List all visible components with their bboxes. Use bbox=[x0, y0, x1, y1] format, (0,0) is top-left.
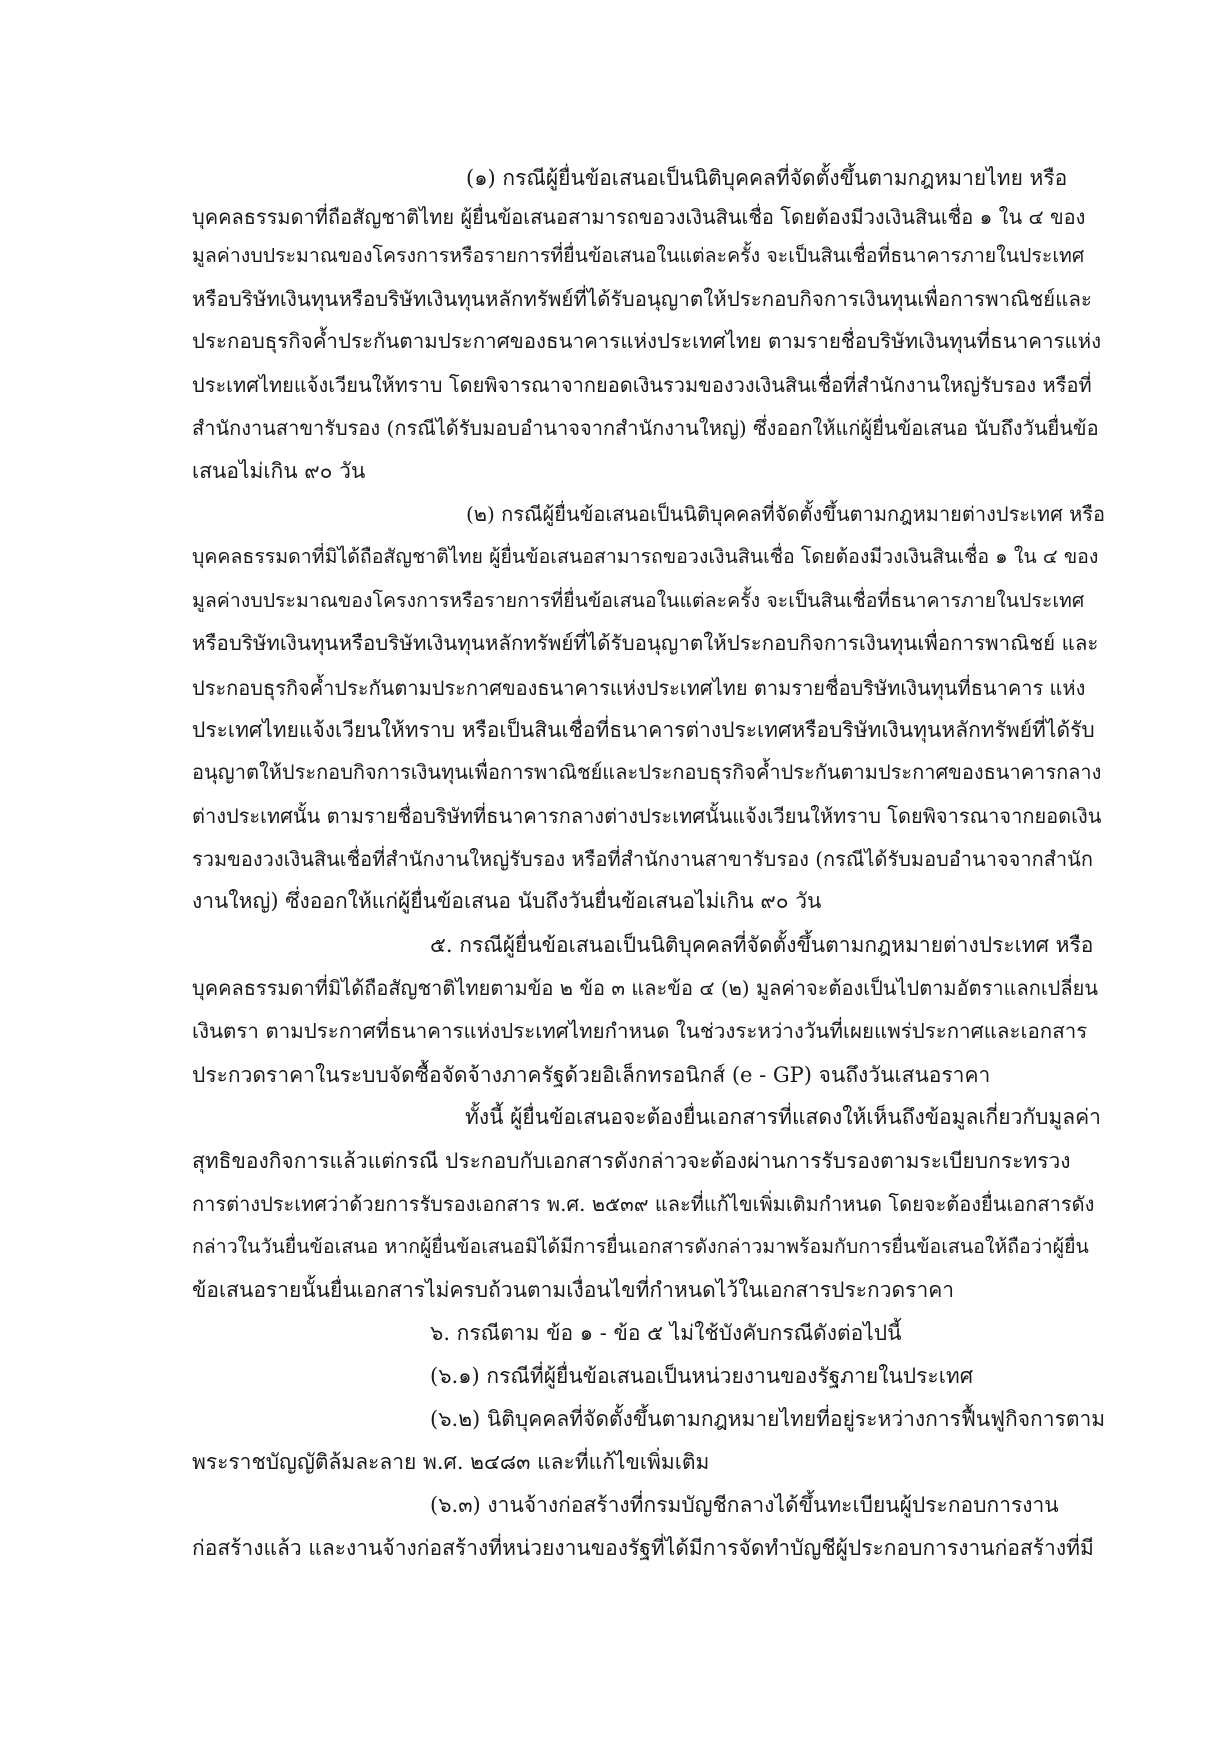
paragraph-line: ทั้งนี้ ผู้ยื่นข้อเสนอจะต้องยื่นเอกสารที่แสดงให้เห็นถึงข้อมูลเกี่ยวกับมูลค่า bbox=[465, 1105, 1101, 1129]
paragraph-line: มูลค่างบประมาณของโครงการหรือรายการที่ยื่นข้อเสนอในแต่ละครั้ง จะเป็นสินเชื่อที่ธนาคารภายในประเทศ bbox=[192, 589, 1085, 612]
paragraph-line: รวมของวงเงินสินเชื่อที่สำนักงานใหญ่รับรอง หรือที่สำนักงานสาขารับรอง (กรณีได้รับมอบอำนาจจากสำนัก bbox=[192, 847, 1093, 871]
paragraph-line: ประกอบธุรกิจค้ำประกันตามประกาศของธนาคารแห่งประเทศไทย ตามรายชื่อบริษัทเงินทุนที่ธนาคารแห่ง bbox=[192, 329, 1102, 353]
paragraph-line: บุคคลธรรมดาที่มิได้ถือสัญชาติไทยตามข้อ ๒ ข้อ ๓ และข้อ ๔ (๒) มูลค่าจะต้องเป็นไปตามอัตราแลกเปลี่ยน bbox=[192, 976, 1099, 1000]
paragraph-line: (๒) กรณีผู้ยื่นข้อเสนอเป็นนิติบุคคลที่จัดตั้งขึ้นตามกฎหมายต่างประเทศ หรือ bbox=[466, 502, 1106, 526]
paragraph-line: ประกวดราคาในระบบจัดซื้อจัดจ้างภาครัฐด้วยอิเล็กทรอนิกส์ (e - GP) จนถึงวันเสนอราคา bbox=[192, 1063, 991, 1087]
paragraph-line: บุคคลธรรมดาที่ถือสัญชาติไทย ผู้ยื่นข้อเสนอสามารถขอวงเงินสินเชื่อ โดยต้องมีวงเงินสินเชื่อ ๑ ใน ๔ ของ bbox=[192, 205, 1086, 229]
paragraph-line: กล่าวในวันยื่นข้อเสนอ หากผู้ยื่นข้อเสนอมิได้มีการยื่นเอกสารดังกล่าวมาพร้อมกับการยื่นข้อเสนอให้ถือว่าผู้ยื่น bbox=[192, 1235, 1089, 1258]
paragraph-line: งานใหญ่) ซึ่งออกให้แก่ผู้ยื่นข้อเสนอ นับถึงวันยื่นข้อเสนอไม่เกิน ๙๐ วัน bbox=[192, 889, 822, 913]
paragraph-line: สุทธิของกิจการแล้วแต่กรณี ประกอบกับเอกสารดังกล่าวจะต้องผ่านการรับรองตามระเบียบกระทรวง bbox=[192, 1149, 1071, 1173]
paragraph-line: ต่างประเทศนั้น ตามรายชื่อบริษัทที่ธนาคารกลางต่างประเทศนั้นแจ้งเวียนให้ทราบ โดยพิจารณาจากยอดเงิน bbox=[192, 804, 1102, 828]
paragraph-line: มูลค่างบประมาณของโครงการหรือรายการที่ยื่นข้อเสนอในแต่ละครั้ง จะเป็นสินเชื่อที่ธนาคารภายในประเทศ bbox=[192, 244, 1085, 267]
paragraph-line: สำนักงานสาขารับรอง (กรณีได้รับมอบอำนาจจากสำนักงานใหญ่) ซึ่งออกให้แก่ผู้ยื่นข้อเสนอ นับถึงวันยื่นข้อ bbox=[192, 416, 1099, 440]
paragraph-line: บุคคลธรรมดาที่มิได้ถือสัญชาติไทย ผู้ยื่นข้อเสนอสามารถขอวงเงินสินเชื่อ โดยต้องมีวงเงินสินเชื่อ ๑ ใน ๔ ของ bbox=[192, 545, 1099, 568]
paragraph-line: เงินตรา ตามประกาศที่ธนาคารแห่งประเทศไทยกำหนด ในช่วงระหว่างวันที่เผยแพร่ประกาศและเอกสาร bbox=[192, 1019, 1088, 1043]
paragraph-line: (๖.๑) กรณีที่ผู้ยื่นข้อเสนอเป็นหน่วยงานของรัฐภายในประเทศ bbox=[430, 1364, 974, 1388]
paragraph-line: ข้อเสนอรายนั้นยื่นเอกสารไม่ครบถ้วนตามเงื่อนไขที่กำหนดไว้ในเอกสารประกวดราคา bbox=[192, 1278, 955, 1302]
paragraph-line: อนุญาตให้ประกอบกิจการเงินทุนเพื่อการพาณิชย์และประกอบธุรกิจค้ำประกันตามประกาศของธนาคารกลาง bbox=[192, 760, 1102, 784]
paragraph-line: (๖.๓) งานจ้างก่อสร้างที่กรมบัญชีกลางได้ขึ้นทะเบียนผู้ประกอบการงาน bbox=[430, 1493, 1059, 1517]
paragraph-line: (๑) กรณีผู้ยื่นข้อเสนอเป็นนิติบุคคลที่จัดตั้งขึ้นตามกฎหมายไทย หรือ bbox=[466, 166, 1068, 190]
paragraph-line: ประกอบธุรกิจค้ำประกันตามประกาศของธนาคารแห่งประเทศไทย ตามรายชื่อบริษัทเงินทุนที่ธนาคาร แห่ง bbox=[192, 676, 1086, 700]
paragraph-line: ๕. กรณีผู้ยื่นข้อเสนอเป็นนิติบุคคลที่จัดตั้งขึ้นตามกฎหมายต่างประเทศ หรือ bbox=[430, 933, 1094, 957]
paragraph-line: หรือบริษัทเงินทุนหรือบริษัทเงินทุนหลักทรัพย์ที่ได้รับอนุญาตให้ประกอบกิจการเงินทุนเพื่อการพาณิชย์และ bbox=[192, 287, 1092, 311]
paragraph-line: (๖.๒) นิติบุคคลที่จัดตั้งขึ้นตามกฎหมายไทยที่อยู่ระหว่างการฟื้นฟูกิจการตาม bbox=[430, 1407, 1106, 1431]
paragraph-line: หรือบริษัทเงินทุนหรือบริษัทเงินทุนหลักทรัพย์ที่ได้รับอนุญาตให้ประกอบกิจการเงินทุนเพื่อการพาณิชย์ และ bbox=[192, 631, 1099, 655]
paragraph-line: เสนอไม่เกิน ๙๐ วัน bbox=[192, 459, 366, 483]
paragraph-line: ประเทศไทยแจ้งเวียนให้ทราบ โดยพิจารณาจากยอดเงินรวมของวงเงินสินเชื่อที่สำนักงานใหญ่รับรอง หรือที่ bbox=[192, 373, 1092, 397]
paragraph-line: ๖. กรณีตาม ข้อ ๑ - ข้อ ๕ ไม่ใช้บังคับกรณีดังต่อไปนี้ bbox=[430, 1321, 902, 1345]
paragraph-line: พระราชบัญญัติล้มละลาย พ.ศ. ๒๔๘๓ และที่แก้ไขเพิ่มเติม bbox=[192, 1450, 710, 1474]
paragraph-line: ประเทศไทยแจ้งเวียนให้ทราบ หรือเป็นสินเชื่อที่ธนาคารต่างประเทศหรือบริษัทเงินทุนหลักทรัพย์ที่ได้รับ bbox=[192, 718, 1095, 742]
paragraph-line: การต่างประเทศว่าด้วยการรับรองเอกสาร พ.ศ. ๒๕๓๙ และที่แก้ไขเพิ่มเติมกำหนด โดยจะต้องยื่นเอกสารดัง bbox=[192, 1192, 1095, 1216]
paragraph-line: ก่อสร้างแล้ว และงานจ้างก่อสร้างที่หน่วยงานของรัฐที่ได้มีการจัดทำบัญชีผู้ประกอบการงานก่อสร้างที่มี bbox=[192, 1536, 1094, 1560]
